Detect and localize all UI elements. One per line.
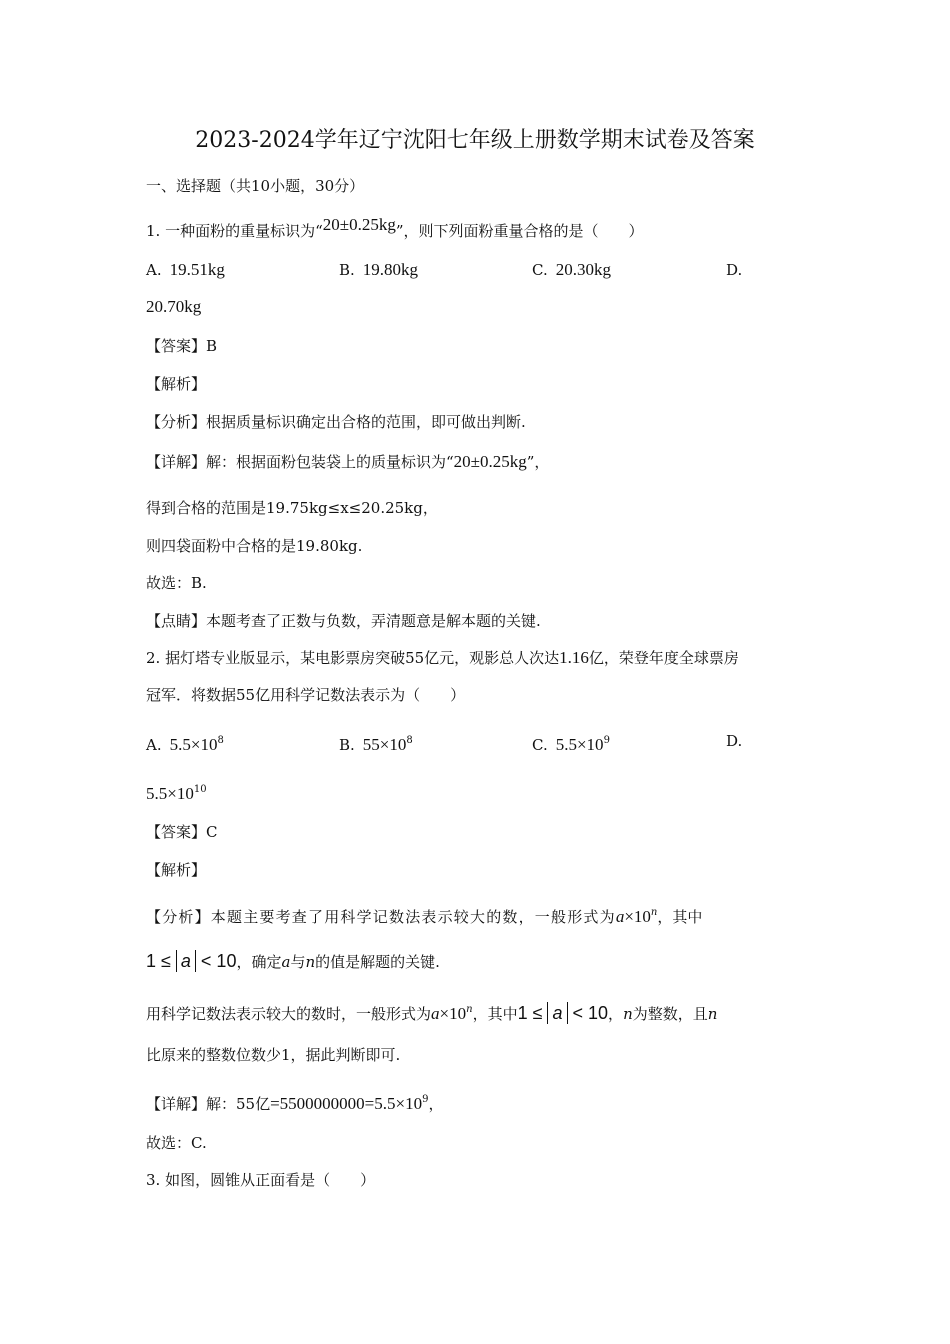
q1-result: 则四袋面粉中合格的是19.80kg.	[146, 537, 363, 555]
option-value: 19.80kg	[362, 260, 419, 279]
q1-detail-math: 20±0.25kg	[453, 452, 527, 471]
option-exponent: 8	[217, 735, 224, 746]
option-value: 19.51kg	[169, 260, 225, 279]
option-base: 55×10	[362, 735, 407, 754]
q2-detail	[146, 1090, 444, 1114]
option-letter: A.	[146, 736, 162, 754]
rule-post: 为整数，且	[632, 1005, 708, 1023]
rule-n: n	[466, 1004, 473, 1015]
form-times: ×10	[624, 907, 651, 926]
q2-stem-line2: 冠军．将数据55亿用科学记数法表示为（ ）	[146, 686, 466, 704]
rule-abs-a: a	[547, 1002, 567, 1024]
q2-detail-post: ，	[428, 1095, 444, 1113]
q2-rule-line2: 比原来的整数位数少1，据此判断即可.	[146, 1046, 401, 1064]
rule-times: ×10	[439, 1004, 467, 1023]
form-a: a	[615, 907, 625, 926]
form-n: n	[650, 907, 658, 918]
q1-detail	[146, 452, 549, 472]
rule-lt: < 10	[567, 1003, 609, 1023]
q1-stem	[146, 215, 644, 241]
rule-one: 1 ≤	[517, 1003, 548, 1023]
q1-option-d-value	[146, 296, 201, 318]
rule-pre: 用科学记数法表示较大的数时，一般形式为	[146, 1005, 432, 1023]
cond-abs-a: a	[176, 950, 196, 972]
option-exponent: 10	[193, 784, 207, 795]
q2-detail-pre: 【详解】解：55亿	[146, 1095, 271, 1113]
q2-stem1-math: 1.16	[559, 648, 589, 667]
q2-answer: 【答案】C	[146, 823, 218, 841]
rule-var-n: n	[623, 1005, 633, 1023]
rule-var-n-2: n	[707, 1005, 718, 1023]
q2-option-c	[532, 730, 610, 756]
cond-end: 的值是解题的关键.	[315, 953, 440, 971]
cond-post: ，确定	[236, 953, 282, 971]
option-value: 20.70kg	[146, 297, 202, 316]
q2-stem1-post: 亿，荣登年度全球票房	[588, 649, 739, 667]
q2-condition	[146, 950, 440, 972]
page-title: 2023-2024学年辽宁沈阳七年级上册数学期末试卷及答案	[195, 128, 755, 153]
section-heading: 一、选择题（共10小题，30分）	[146, 177, 365, 195]
q1-detail-pre: 【详解】解：根据面粉包装袋上的质量标识为“	[146, 453, 454, 471]
q1-option-a	[146, 259, 225, 281]
q2-rule: 用科学记数法表示较大的数时，一般形式为$a\times 10^n$，其中1 ≤ a < 10，n为整数，且n	[146, 1003, 718, 1023]
q2-option-b	[339, 730, 413, 756]
q2-fenxi-pre: 【分析】本题主要考查了用科学记数法表示较大的数，一般形式为	[146, 908, 616, 926]
option-exponent: 8	[406, 735, 413, 746]
q2-option-a	[146, 730, 224, 756]
q1-choose: 故选：B.	[146, 574, 207, 592]
var-a: a	[281, 953, 291, 971]
q2-stem1-pre: 2. 据灯塔专业版显示，某电影票房突破55亿元，观影总人次达	[146, 649, 560, 667]
q1-jiexi: 【解析】	[146, 375, 207, 393]
q1-stem-pre: 1. 一种面粉的重量标识为“	[146, 222, 323, 240]
q2-option-d-letter: D.	[726, 732, 743, 750]
option-base: 5.5×10	[146, 784, 194, 803]
q3-stem: 3. 如图，圆锥从正面看是（ ）	[146, 1171, 376, 1189]
option-letter: B.	[339, 261, 355, 279]
option-letter: B.	[339, 736, 355, 754]
q2-option-d-value	[146, 779, 207, 805]
option-base: 5.5×10	[555, 735, 604, 754]
q1-option-b	[339, 259, 418, 281]
q1-answer: 【答案】B	[146, 337, 218, 355]
q1-fenxi: 【分析】根据质量标识确定出合格的范围，即可做出判断.	[146, 413, 526, 431]
word-yu: 与	[290, 953, 306, 971]
rule-a: a	[431, 1004, 440, 1023]
q2-choose: 故选：C.	[146, 1134, 207, 1152]
q1-option-d-letter: D.	[726, 261, 743, 279]
var-n: n	[305, 953, 316, 971]
option-value: 20.30kg	[555, 260, 611, 279]
option-letter: C.	[532, 736, 548, 754]
q1-stem-math: 20±0.25kg	[322, 215, 396, 234]
q2-jiexi: 【解析】	[146, 861, 207, 879]
cond-one: 1 ≤	[146, 951, 176, 971]
q2-fenxi-post: ，其中	[657, 908, 703, 926]
q1-detail-post: ”，	[526, 453, 550, 471]
q1-option-c	[532, 259, 611, 281]
q1-stem-post: ”，则下列面粉重量合格的是（ ）	[395, 222, 644, 240]
q2-fenxi	[146, 903, 702, 927]
option-base: 5.5×10	[169, 735, 218, 754]
q2-stem-line1	[146, 648, 739, 668]
q1-dianjing: 【点睛】本题考查了正数与负数，弄清题意是解本题的关键.	[146, 612, 541, 630]
q2-detail-math: =5500000000=5.5×10	[270, 1094, 423, 1113]
option-exponent: 9	[603, 735, 610, 746]
q2-detail-exp: 9	[422, 1094, 429, 1105]
option-letter: C.	[532, 261, 548, 279]
q1-range: 得到合格的范围是19.75kg≤x≤20.25kg，	[146, 499, 438, 517]
option-letter: A.	[146, 261, 162, 279]
rule-mid: ，其中	[472, 1005, 518, 1023]
cond-lt: < 10	[195, 951, 237, 971]
